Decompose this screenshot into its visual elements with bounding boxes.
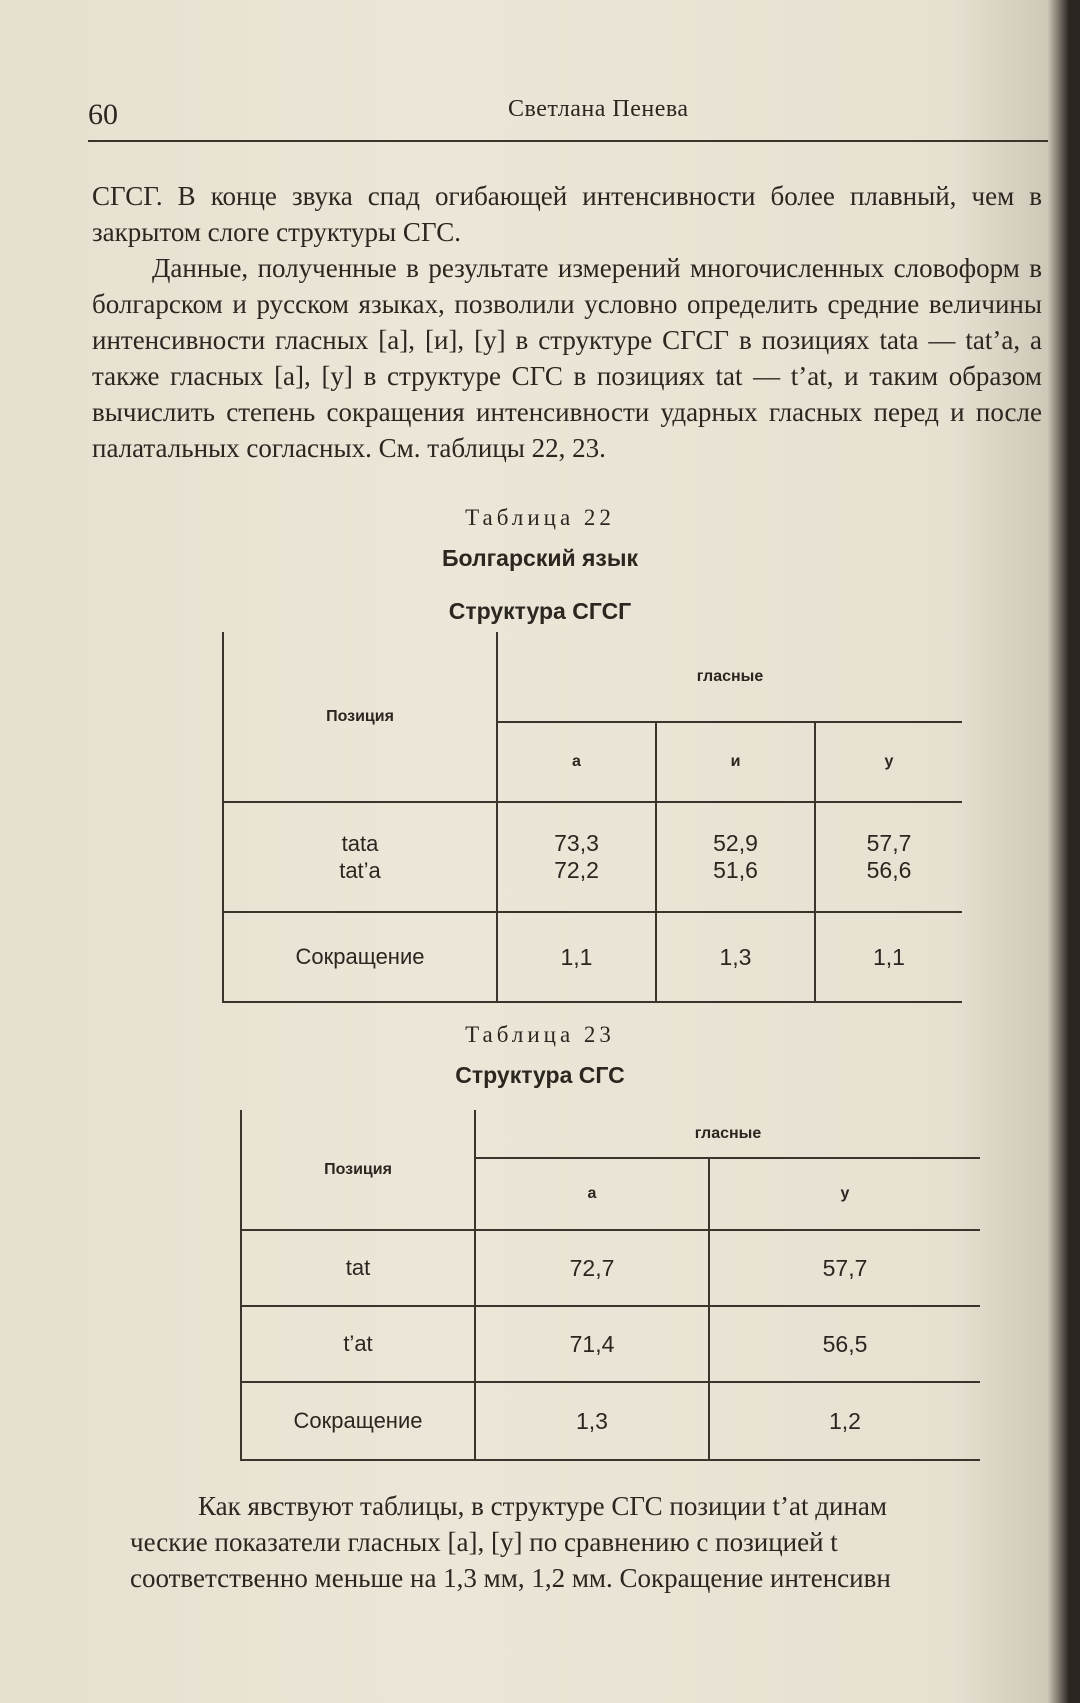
table22-label-caption	[0, 505, 1080, 531]
t23-row-tjat-u: 56,5	[709, 1306, 980, 1382]
t23-col-position: Позиция	[241, 1110, 475, 1230]
page-header	[88, 96, 1048, 142]
t23-vowel-u: у	[709, 1158, 980, 1230]
closing-line-3: соответственно меньше на 1,3 мм, 1,2 мм. Сокращение интенсивн	[130, 1563, 891, 1593]
t23-row-tjat-a: 71,4	[475, 1306, 709, 1382]
t23-row-tat-position: tat	[241, 1230, 475, 1306]
table23-structure-caption	[0, 1062, 1080, 1089]
t22-val-i: 52,9 51,6	[656, 802, 815, 912]
t22-vowel-u: у	[815, 722, 962, 802]
table22-structure-caption	[0, 598, 1080, 625]
paragraph-2: Данные, полученные в результате измерений многочисленных словоформ в болгарском и русском языках, позволили условно определить средние величины интенсивности гласных [а], [и], [у] в структуре СГСГ в позициях tata — tat’a, а также гласных [а], [у] в структуре СГС в позициях tat — t’at, и таким образом вычислить степень сокращения интенсивности ударных гласных перед и после палатальных согласных. См. таблицы 22, 23.	[92, 253, 1042, 463]
t22-col-vowels: гласные	[497, 632, 962, 722]
closing-line-2: ческие показатели гласных [а], [у] по сравнению с позицией t	[130, 1527, 838, 1557]
t22-row-positions: tata tat’a	[223, 802, 497, 912]
page-number: 60	[88, 98, 118, 131]
t22-val-u: 57,7 56,6	[815, 802, 962, 912]
closing-paragraph	[130, 1488, 1070, 1596]
t22-reduction-label: Сокращение	[223, 912, 497, 1002]
closing-line-1: Как явствуют таблицы, в структуре СГС позиции t’at динам	[198, 1491, 887, 1521]
t23-vowel-a: а	[475, 1158, 709, 1230]
t23-col-vowels: гласные	[475, 1110, 980, 1158]
t23-reduction-label: Сокращение	[241, 1382, 475, 1460]
table22-structure: Структура СГСГ	[448, 598, 632, 624]
t22-reduction-u: 1,1	[815, 912, 962, 1002]
t22-val-a: 73,3 72,2	[497, 802, 656, 912]
t23-reduction-u: 1,2	[709, 1382, 980, 1460]
paragraph-1: СГСГ. В конце звука спад огибающей интенсивности более плавный, чем в закрытом слоге структуры СГС.	[92, 181, 1042, 247]
body-text	[92, 178, 1042, 466]
t22-reduction-i: 1,3	[656, 912, 815, 1002]
running-title: Светлана Пенева	[508, 96, 689, 122]
t22-vowel-i: и	[656, 722, 815, 802]
table22-language: Болгарский язык	[441, 545, 639, 571]
table-22	[222, 632, 962, 1003]
t22-reduction-a: 1,1	[497, 912, 656, 1002]
table23-label-caption	[0, 1022, 1080, 1048]
t23-reduction-a: 1,3	[475, 1382, 709, 1460]
t23-row-tjat-position: t’at	[241, 1306, 475, 1382]
t23-row-tat-a: 72,7	[475, 1230, 709, 1306]
table22-language-caption	[0, 545, 1080, 572]
t23-row-tat-u: 57,7	[709, 1230, 980, 1306]
table22-label: Таблица 22	[465, 505, 615, 530]
table23-structure: Структура СГС	[455, 1062, 625, 1088]
t22-col-position: Позиция	[223, 632, 497, 802]
table-23	[240, 1110, 980, 1461]
table23-label: Таблица 23	[465, 1022, 615, 1047]
t22-vowel-a: а	[497, 722, 656, 802]
